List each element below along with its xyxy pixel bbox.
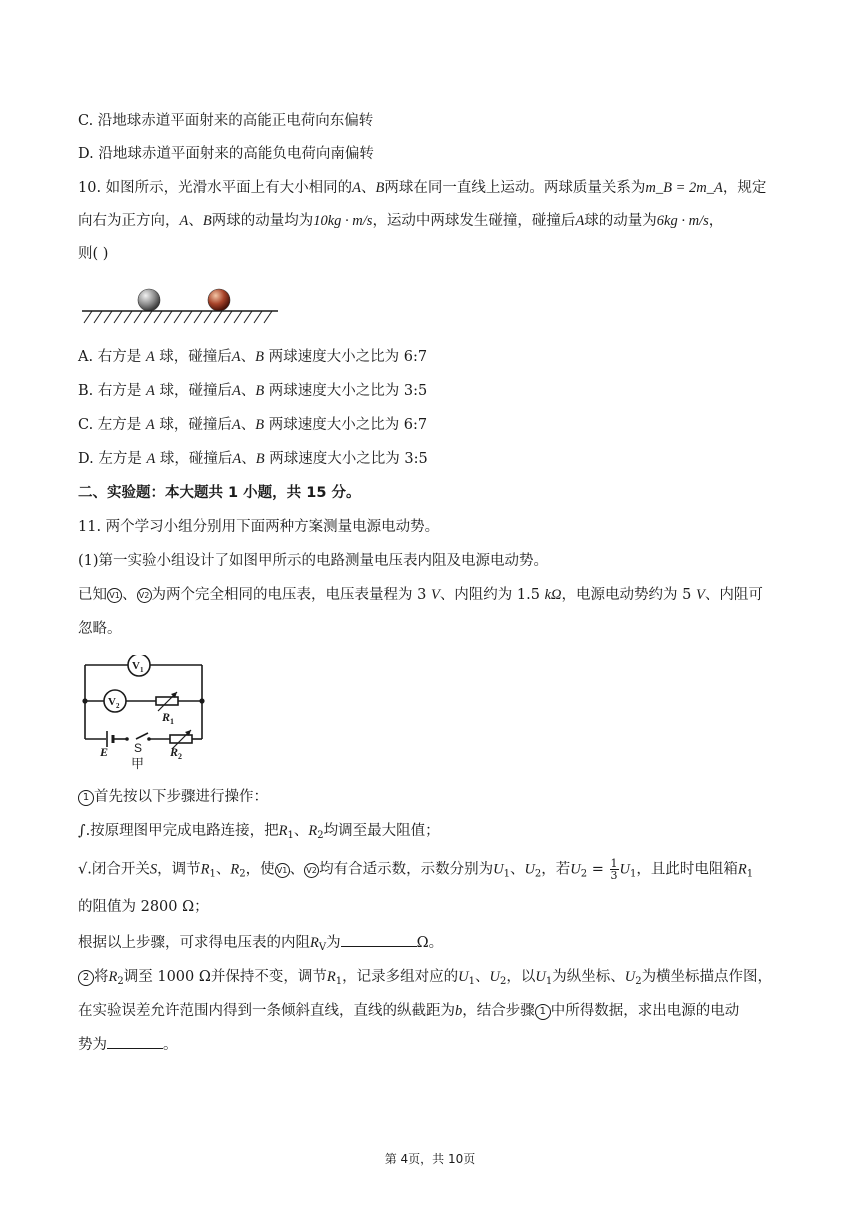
- label-v2: V: [108, 696, 116, 708]
- ground-hatching: [84, 311, 272, 323]
- q9-option-c: C. 沿地球赤道平面射来的高能正电荷向东偏转: [78, 113, 374, 129]
- q11-step-a: ∫.按原理图甲完成电路连接，把$R_1$、$R_2$均调至最大阻值；: [78, 823, 440, 841]
- q9-option-d: D. 沿地球赤道平面射来的高能负电荷向南偏转: [78, 146, 374, 162]
- q11-part1: (1)第一实验小组设计了如图甲所示的电路测量电压表内阻及电源电动势。: [78, 553, 549, 569]
- label-v1: V: [132, 660, 140, 672]
- q11-known-line1: 已知 V1 、 V2 为两个完全相同的电压表，电压表量程为 3 V、内阻约为 1.5 kΩ，电源电动势约为 5 V、内阻可: [78, 587, 763, 603]
- label-e: E: [100, 745, 109, 759]
- label-r1-sub: 1: [170, 717, 174, 726]
- ball-right: [208, 289, 230, 311]
- q11-step2-line2: 在实验误差允许范围内得到一条倾斜直线，直线的纵截距为b，结合步骤 1 中所得数据，求出电源的电动: [78, 1003, 740, 1019]
- q11-step-b-cont: 的阻值为 2800 Ω；: [78, 899, 209, 915]
- q10-stem-line1: 10. 如图所示，光滑水平面上有大小相同的A、B两球在同一直线上运动。两球质量关系为m_B = 2m_A，规定: [78, 180, 767, 196]
- circuit-diagram: [80, 655, 215, 773]
- q10-option-d: D. 左方是 A 球，碰撞后A、B 两球速度大小之比为 3:5: [78, 451, 428, 467]
- answer-blank-emf[interactable]: [107, 1034, 163, 1049]
- q10-option-a: A. 右方是 A 球，碰撞后A、B 两球速度大小之比为 6:7: [78, 349, 428, 365]
- q11-step2-line3: 势为 。: [78, 1034, 178, 1056]
- momentum-before: 10kg · m/s: [313, 213, 373, 229]
- circled-two: 2: [78, 970, 94, 986]
- q10-option-b: B. 右方是 A 球，碰撞后A、B 两球速度大小之比为 3:5: [78, 383, 428, 399]
- figure-caption: 甲: [131, 757, 145, 772]
- answer-blank-rv[interactable]: [341, 932, 417, 947]
- fraction-one-third: $\frac{1}{3}$: [610, 857, 618, 882]
- label-v2-sub: 2: [116, 702, 120, 710]
- q11-step2-line1: 2 将$R_2$调至 1000 Ω并保持不变，调节$R_1$，记录多组对应的$U_1$、$U_2$，以$U_1$为纵坐标、$U_2$为横坐标描点作图，: [78, 966, 772, 993]
- mass-relation: m_B = 2m_A: [645, 180, 723, 196]
- circled-one: 1: [78, 790, 94, 806]
- q10-stem-line3: 则( ): [78, 246, 109, 262]
- q11-result: 根据以上步骤，可求得电压表的内阻$R_V$为 Ω。: [78, 932, 443, 959]
- q11-step-b: √.闭合开关S，调节$R_1$、$R_2$，使 V1 、 V2 均有合适示数，示数分别为$U_1$、$U_2$，若$U_2$ = $\frac{1}{3}$ $U_1$，且此时电阻箱$R_1$: [78, 857, 754, 882]
- label-r2-sub: 2: [178, 752, 182, 761]
- q10-figure: [82, 286, 278, 328]
- q11-intro: 11. 两个学习小组分别用下面两种方案测量电源电动势。: [78, 519, 440, 535]
- q10-stem-line2: 向右为正方向，A、B两球的动量均为10kg · m/s，运动中两球发生碰撞，碰撞后A球的动量为6kg · m/s，: [78, 213, 724, 229]
- label-r1: R: [162, 710, 171, 724]
- voltmeter-v2-symbol: V2: [137, 588, 152, 603]
- label-v1-sub: 1: [140, 666, 144, 674]
- q11-step1-head: 1 首先按以下步骤进行操作：: [78, 786, 268, 808]
- page-footer: 第 4页，共 10页: [384, 1152, 476, 1166]
- label-s: S: [134, 741, 143, 755]
- voltmeter-v1-symbol: V1: [107, 588, 122, 603]
- label-r2: R: [170, 745, 179, 759]
- q10-option-c: C. 左方是 A 球，碰撞后A、B 两球速度大小之比为 6:7: [78, 417, 428, 433]
- section-heading: 二、实验题：本大题共 1 小题，共 15 分。: [78, 485, 361, 501]
- momentum-after: 6kg · m/s: [656, 213, 709, 229]
- q11-known-line2: 忽略。: [78, 621, 122, 637]
- ball-left: [138, 289, 160, 311]
